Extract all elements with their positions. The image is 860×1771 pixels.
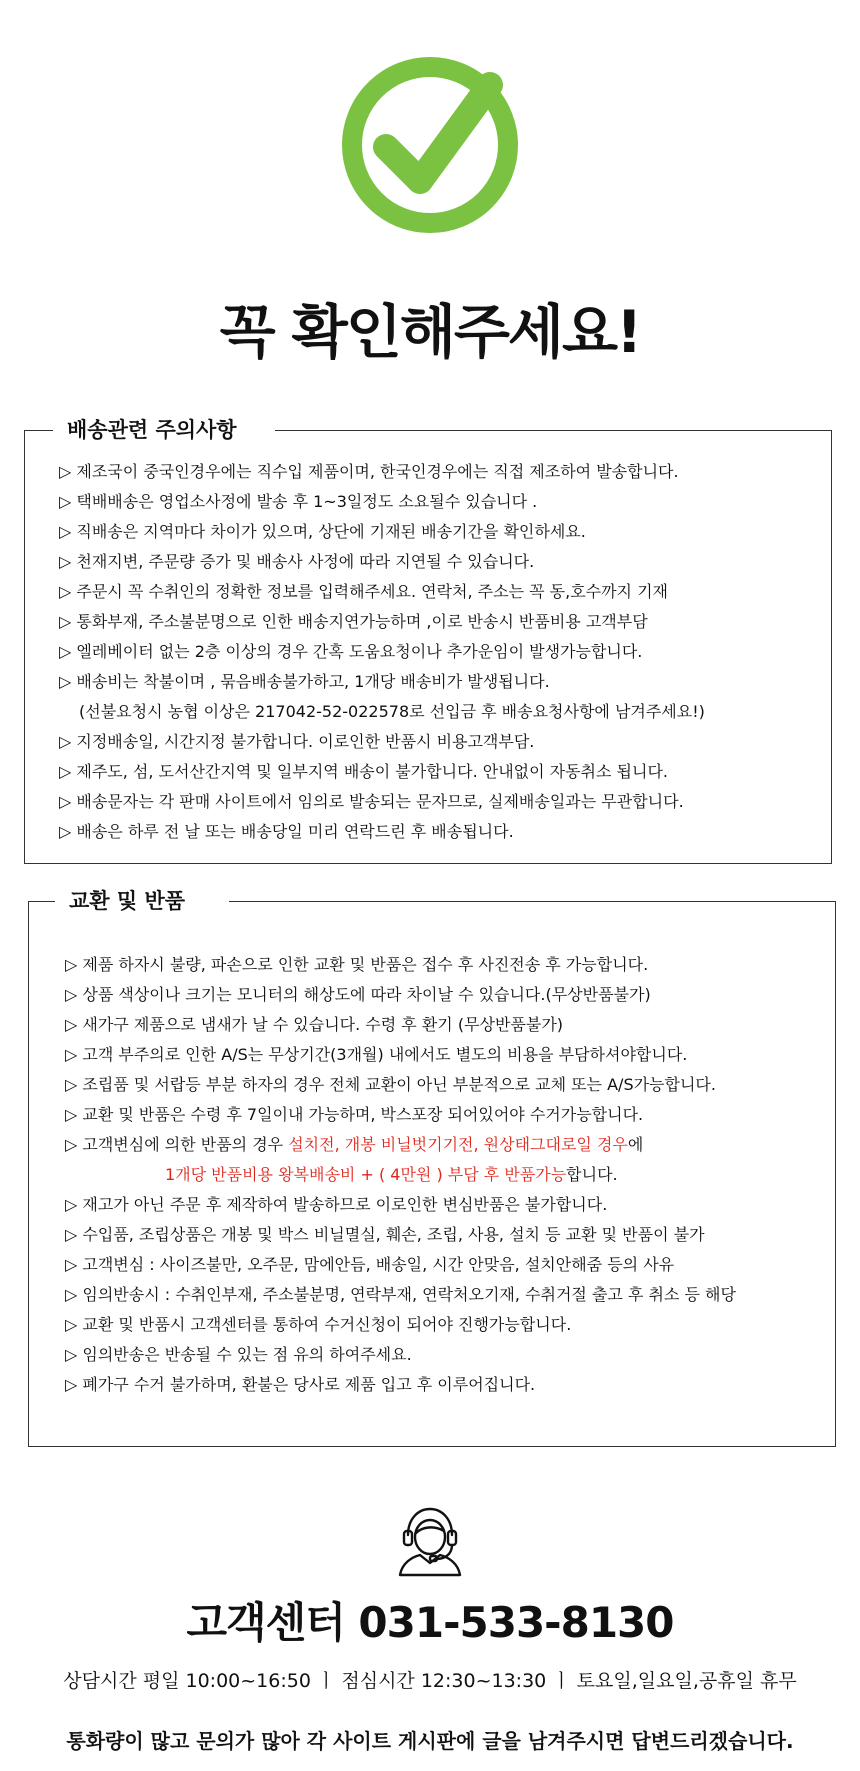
exchange-item: ▷ 고객변심 : 사이즈불만, 오주문, 맘에안듬, 배송일, 시간 안맞음, 설치안해줌 등의 사유 (65, 1255, 675, 1274)
check-circle-icon (340, 55, 520, 235)
shipping-item: ▷ 직배송은 지역마다 차이가 있으며, 상단에 기재된 배송기간을 확인하세요. (59, 522, 586, 541)
shipping-notice-box (24, 418, 832, 864)
headset-agent-icon (396, 1505, 464, 1577)
shipping-item: ▷ 배송비는 착불이며 , 묶음배송불가하고, 1개당 배송비가 발생됩니다. (59, 672, 550, 691)
shipping-notice-title: 배송관련 주의사항 (53, 414, 275, 444)
exchange-return-box (28, 889, 836, 1447)
exchange-item: ▷ 폐가구 수거 불가하며, 환불은 당사로 제품 입고 후 이루어집니다. (65, 1375, 536, 1394)
change-mind-prefix: ▷ 고객변심에 의한 반품의 경우 (65, 1135, 289, 1154)
shipping-notice-list (59, 457, 705, 847)
exchange-item: ▷ 제품 하자시 불량, 파손으로 인한 교환 및 반품은 접수 후 사진전송 후 가능합니다. (65, 955, 649, 974)
return-fee-text: 1개당 반품비용 왕복배송비 + ( 4만원 ) 부담 후 반품가능 (165, 1165, 567, 1184)
shipping-item: ▷ 제주도, 섬, 도서산간지역 및 일부지역 배송이 불가합니다. 안내없이 자동취소 됩니다. (59, 762, 669, 781)
change-mind-condition: 설치전, 개봉 비닐벗기기전, 원상태그대로일 경우 (288, 1135, 628, 1154)
exchange-item-change-mind (65, 1130, 736, 1160)
board-notice: 통화량이 많고 문의가 많아 각 사이트 게시판에 글을 남겨주시면 답변드리겠습니다. (66, 1729, 794, 1753)
exchange-item: ▷ 임의반송은 반송될 수 있는 점 유의 하여주세요. (65, 1345, 412, 1364)
exchange-return-list (65, 950, 736, 1400)
shipping-item: ▷ 택배배송은 영업소사정에 발송 후 1~3일정도 소요될수 있습니다 . (59, 492, 538, 511)
exchange-item: ▷ 고객 부주의로 인한 A/S는 무상기간(3개월) 내에서도 별도의 비용을 부담하셔야합니다. (65, 1045, 688, 1064)
exchange-return-title: 교환 및 반품 (55, 885, 229, 915)
change-mind-suffix: 에 (627, 1135, 644, 1154)
exchange-item: ▷ 교환 및 반품시 고객센터를 통하여 수거신청이 되어야 진행가능합니다. (65, 1315, 572, 1334)
shipping-item: ▷ 엘레베이터 없는 2층 이상의 경우 간혹 도움요청이나 추가운임이 발생가능합니다. (59, 642, 643, 661)
exchange-item: ▷ 새가구 제품으로 냄새가 날 수 있습니다. 수령 후 환기 (무상반품불가) (65, 1015, 564, 1034)
shipping-item: ▷ 주문시 꼭 수취인의 정확한 정보를 입력해주세요. 연락처, 주소는 꼭 동,호수까지 기재 (59, 582, 669, 601)
shipping-item: ▷ 통화부재, 주소불분명으로 인한 배송지연가능하며 ,이로 반송시 반품비용 고객부담 (59, 612, 648, 631)
exchange-item: ▷ 수입품, 조립상품은 개봉 및 박스 비닐멸실, 훼손, 조립, 사용, 설치 등 교환 및 반품이 불가 (65, 1225, 705, 1244)
exchange-item: ▷ 임의반송시 : 수취인부재, 주소불분명, 연락부재, 연락처오기재, 수취거절 출고 후 취소 등 해당 (65, 1285, 736, 1304)
exchange-item: ▷ 재고가 아닌 주문 후 제작하여 발송하므로 이로인한 변심반품은 불가합니다. (65, 1195, 608, 1214)
shipping-item: ▷ 천재지변, 주문량 증가 및 배송사 사정에 따라 지연될 수 있습니다. (59, 552, 535, 571)
exchange-item-return-fee (65, 1160, 736, 1190)
shipping-item: ▷ 배송문자는 각 판매 사이트에서 임의로 발송되는 문자므로, 실제배송일과는 무관합니다. (59, 792, 684, 811)
return-fee-suffix: 합니다. (566, 1165, 618, 1184)
shipping-item: ▷ 지정배송일, 시간지정 불가합니다. 이로인한 반품시 비용고객부담. (59, 732, 535, 751)
shipping-item-prepay-note: (선불요청시 농협 이상은 217042-52-022578로 선입금 후 배송요청사항에 남겨주세요!) (79, 702, 705, 721)
consultation-hours: 상담시간 평일 10:00~16:50 ㅣ 점심시간 12:30~13:30 ㅣ 토요일,일요일,공휴일 휴무 (63, 1670, 797, 1692)
page-title: 꼭 확인해주세요! (219, 298, 641, 366)
exchange-item: ▷ 상품 색상이나 크기는 모니터의 해상도에 따라 차이날 수 있습니다.(무상반품불가) (65, 985, 651, 1004)
exchange-item: ▷ 교환 및 반품은 수령 후 7일이내 가능하며, 박스포장 되어있어야 수거가능합니다. (65, 1105, 644, 1124)
exchange-item: ▷ 조립품 및 서랍등 부분 하자의 경우 전체 교환이 아닌 부분적으로 교체 또는 A/S가능합니다. (65, 1075, 716, 1094)
shipping-item: ▷ 제조국이 중국인경우에는 직수입 제품이며, 한국인경우에는 직접 제조하여 발송합니다. (59, 462, 679, 481)
customer-center-title: 고객센터 031-533-8130 (186, 1598, 674, 1647)
shipping-item: ▷ 배송은 하루 전 날 또는 배송당일 미리 연락드린 후 배송됩니다. (59, 822, 514, 841)
